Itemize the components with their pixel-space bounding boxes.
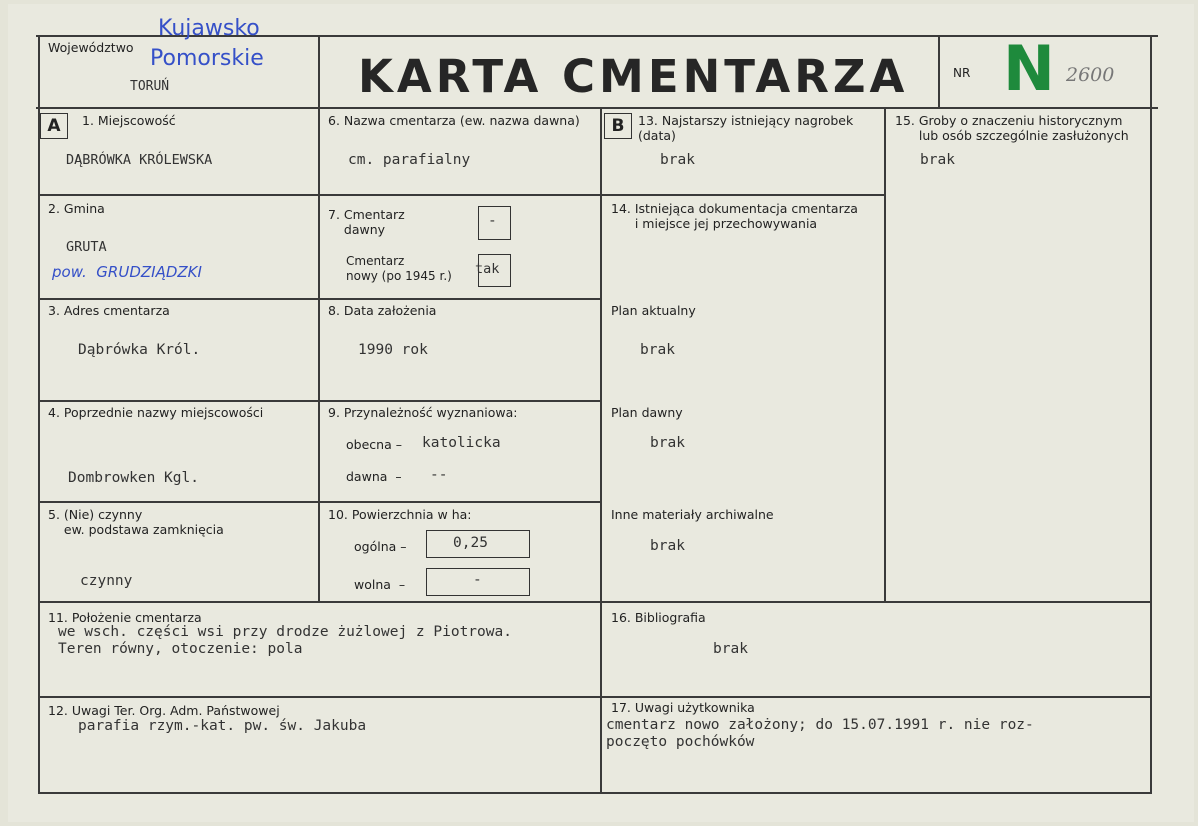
field-9-obecna-label: obecna – bbox=[346, 437, 402, 452]
field-5-value: czynny bbox=[80, 573, 133, 589]
nr-letter: N bbox=[1003, 32, 1055, 105]
field-12-label: 12. Uwagi Ter. Org. Adm. Państwowej bbox=[48, 703, 280, 718]
field-9-dawna-label: dawna – bbox=[346, 469, 402, 484]
rule-row-5 bbox=[38, 601, 1152, 603]
nr-label: NR bbox=[953, 66, 971, 80]
field-13-value: brak bbox=[660, 152, 695, 168]
field-9-label: 9. Przynależność wyznaniowa: bbox=[328, 405, 518, 420]
field-10-label: 10. Powierzchnia w ha: bbox=[328, 507, 472, 522]
field-3-label: 3. Adres cmentarza bbox=[48, 303, 170, 318]
field-11-value: we wsch. części wsi przy drodze żużlowej z Piotrowa. Teren równy, otoczenie: pola bbox=[58, 624, 512, 657]
field-7-nowy-box bbox=[475, 254, 511, 287]
field-2-value: GRUTA bbox=[66, 239, 107, 255]
field-5-label: 5. (Nie) czynny ew. podstawa zamknięcia bbox=[48, 507, 224, 537]
field-12-value: parafia rzym.-kat. pw. św. Jakuba bbox=[78, 718, 367, 734]
rule-row-1 bbox=[38, 194, 884, 196]
plan-dawny-value: brak bbox=[650, 435, 685, 451]
section-b-marker: B bbox=[604, 113, 632, 139]
field-7-dawny-value: - bbox=[488, 213, 497, 229]
rule-row-2 bbox=[38, 298, 602, 300]
field-15-value: brak bbox=[920, 152, 955, 168]
section-a-marker: A bbox=[40, 113, 68, 139]
field-11-label: 11. Położenie cmentarza bbox=[48, 610, 202, 625]
field-6-value: cm. parafialny bbox=[348, 152, 471, 168]
wojewodztwo-value: TORUŃ bbox=[130, 79, 170, 94]
rule-col-nr bbox=[938, 35, 940, 107]
nr-number: 2600 bbox=[1066, 64, 1115, 86]
field-15-label: 15. Groby o znaczeniu historycznym lub osób szczególnie zasłużonych bbox=[895, 113, 1129, 143]
field-7-dawny-box bbox=[478, 206, 511, 240]
plan-aktualny-value: brak bbox=[640, 342, 675, 358]
rule-col-3 bbox=[884, 107, 886, 601]
rule-col-2 bbox=[600, 107, 602, 794]
field-2-label: 2. Gmina bbox=[48, 201, 105, 216]
field-10-wolna-value: - bbox=[473, 572, 482, 588]
plan-aktualny-label: Plan aktualny bbox=[611, 303, 696, 318]
cemetery-card bbox=[8, 4, 1194, 822]
wojewodztwo-stamp-line1: Kujawsko bbox=[158, 16, 260, 41]
field-17-value: cmentarz nowo założony; do 15.07.1991 r. nie roz- poczęto pochówków bbox=[606, 717, 1034, 750]
rule-row-3 bbox=[38, 400, 602, 402]
plan-dawny-label: Plan dawny bbox=[611, 405, 683, 420]
field-10-wolna-label: wolna – bbox=[354, 577, 406, 592]
field-6-label: 6. Nazwa cmentarza (ew. nazwa dawna) bbox=[328, 113, 580, 128]
field-4-label: 4. Poprzednie nazwy miejscowości bbox=[48, 405, 264, 420]
field-16-label: 16. Bibliografia bbox=[611, 610, 706, 625]
field-14-label: 14. Istniejąca dokumentacja cmentarza i miejsce jej przechowywania bbox=[611, 201, 858, 231]
field-2-handwritten: pow. GRUDZIĄDZKI bbox=[52, 263, 202, 281]
field-7-nowy-value: tak bbox=[475, 261, 500, 277]
field-10-ogolna-box bbox=[426, 530, 530, 558]
inne-materialy-value: brak bbox=[650, 538, 685, 554]
field-10-ogolna-label: ogólna – bbox=[354, 539, 407, 554]
wojewodztwo-stamp-line2: Pomorskie bbox=[150, 46, 264, 71]
card-title: KARTA CMENTARZA bbox=[358, 50, 909, 103]
field-10-ogolna-value: 0,25 bbox=[453, 535, 488, 551]
field-8-label: 8. Data założenia bbox=[328, 303, 437, 318]
border-right bbox=[1150, 35, 1152, 794]
border-bottom bbox=[38, 792, 1152, 794]
field-7-nowy-label: Cmentarz nowy (po 1945 r.) bbox=[346, 254, 452, 283]
border-left bbox=[38, 35, 40, 794]
field-1-value: DĄBRÓWKA KRÓLEWSKA bbox=[66, 152, 213, 168]
field-9-dawna-value: -- bbox=[430, 467, 448, 483]
rule-col-1 bbox=[318, 35, 320, 601]
field-3-value: Dąbrówka Król. bbox=[78, 342, 201, 358]
field-16-value: brak bbox=[713, 641, 748, 657]
field-1-label: 1. Miejscowość bbox=[82, 113, 176, 128]
field-17-label: 17. Uwagi użytkownika bbox=[611, 700, 755, 715]
rule-row-4 bbox=[38, 501, 602, 503]
field-13-label: 13. Najstarszy istniejący nagrobek (data) bbox=[638, 113, 854, 143]
border-header-bottom bbox=[36, 107, 1158, 109]
wojewodztwo-label: Województwo bbox=[48, 40, 134, 55]
rule-row-6 bbox=[38, 696, 1152, 698]
field-8-value: 1990 rok bbox=[358, 342, 428, 358]
inne-materialy-label: Inne materiały archiwalne bbox=[611, 507, 774, 522]
field-4-value: Dombrowken Kgl. bbox=[68, 470, 199, 486]
field-7-dawny-label: 7. Cmentarz dawny bbox=[328, 207, 405, 237]
field-10-wolna-box bbox=[426, 568, 530, 596]
field-9-obecna-value: katolicka bbox=[422, 435, 501, 451]
